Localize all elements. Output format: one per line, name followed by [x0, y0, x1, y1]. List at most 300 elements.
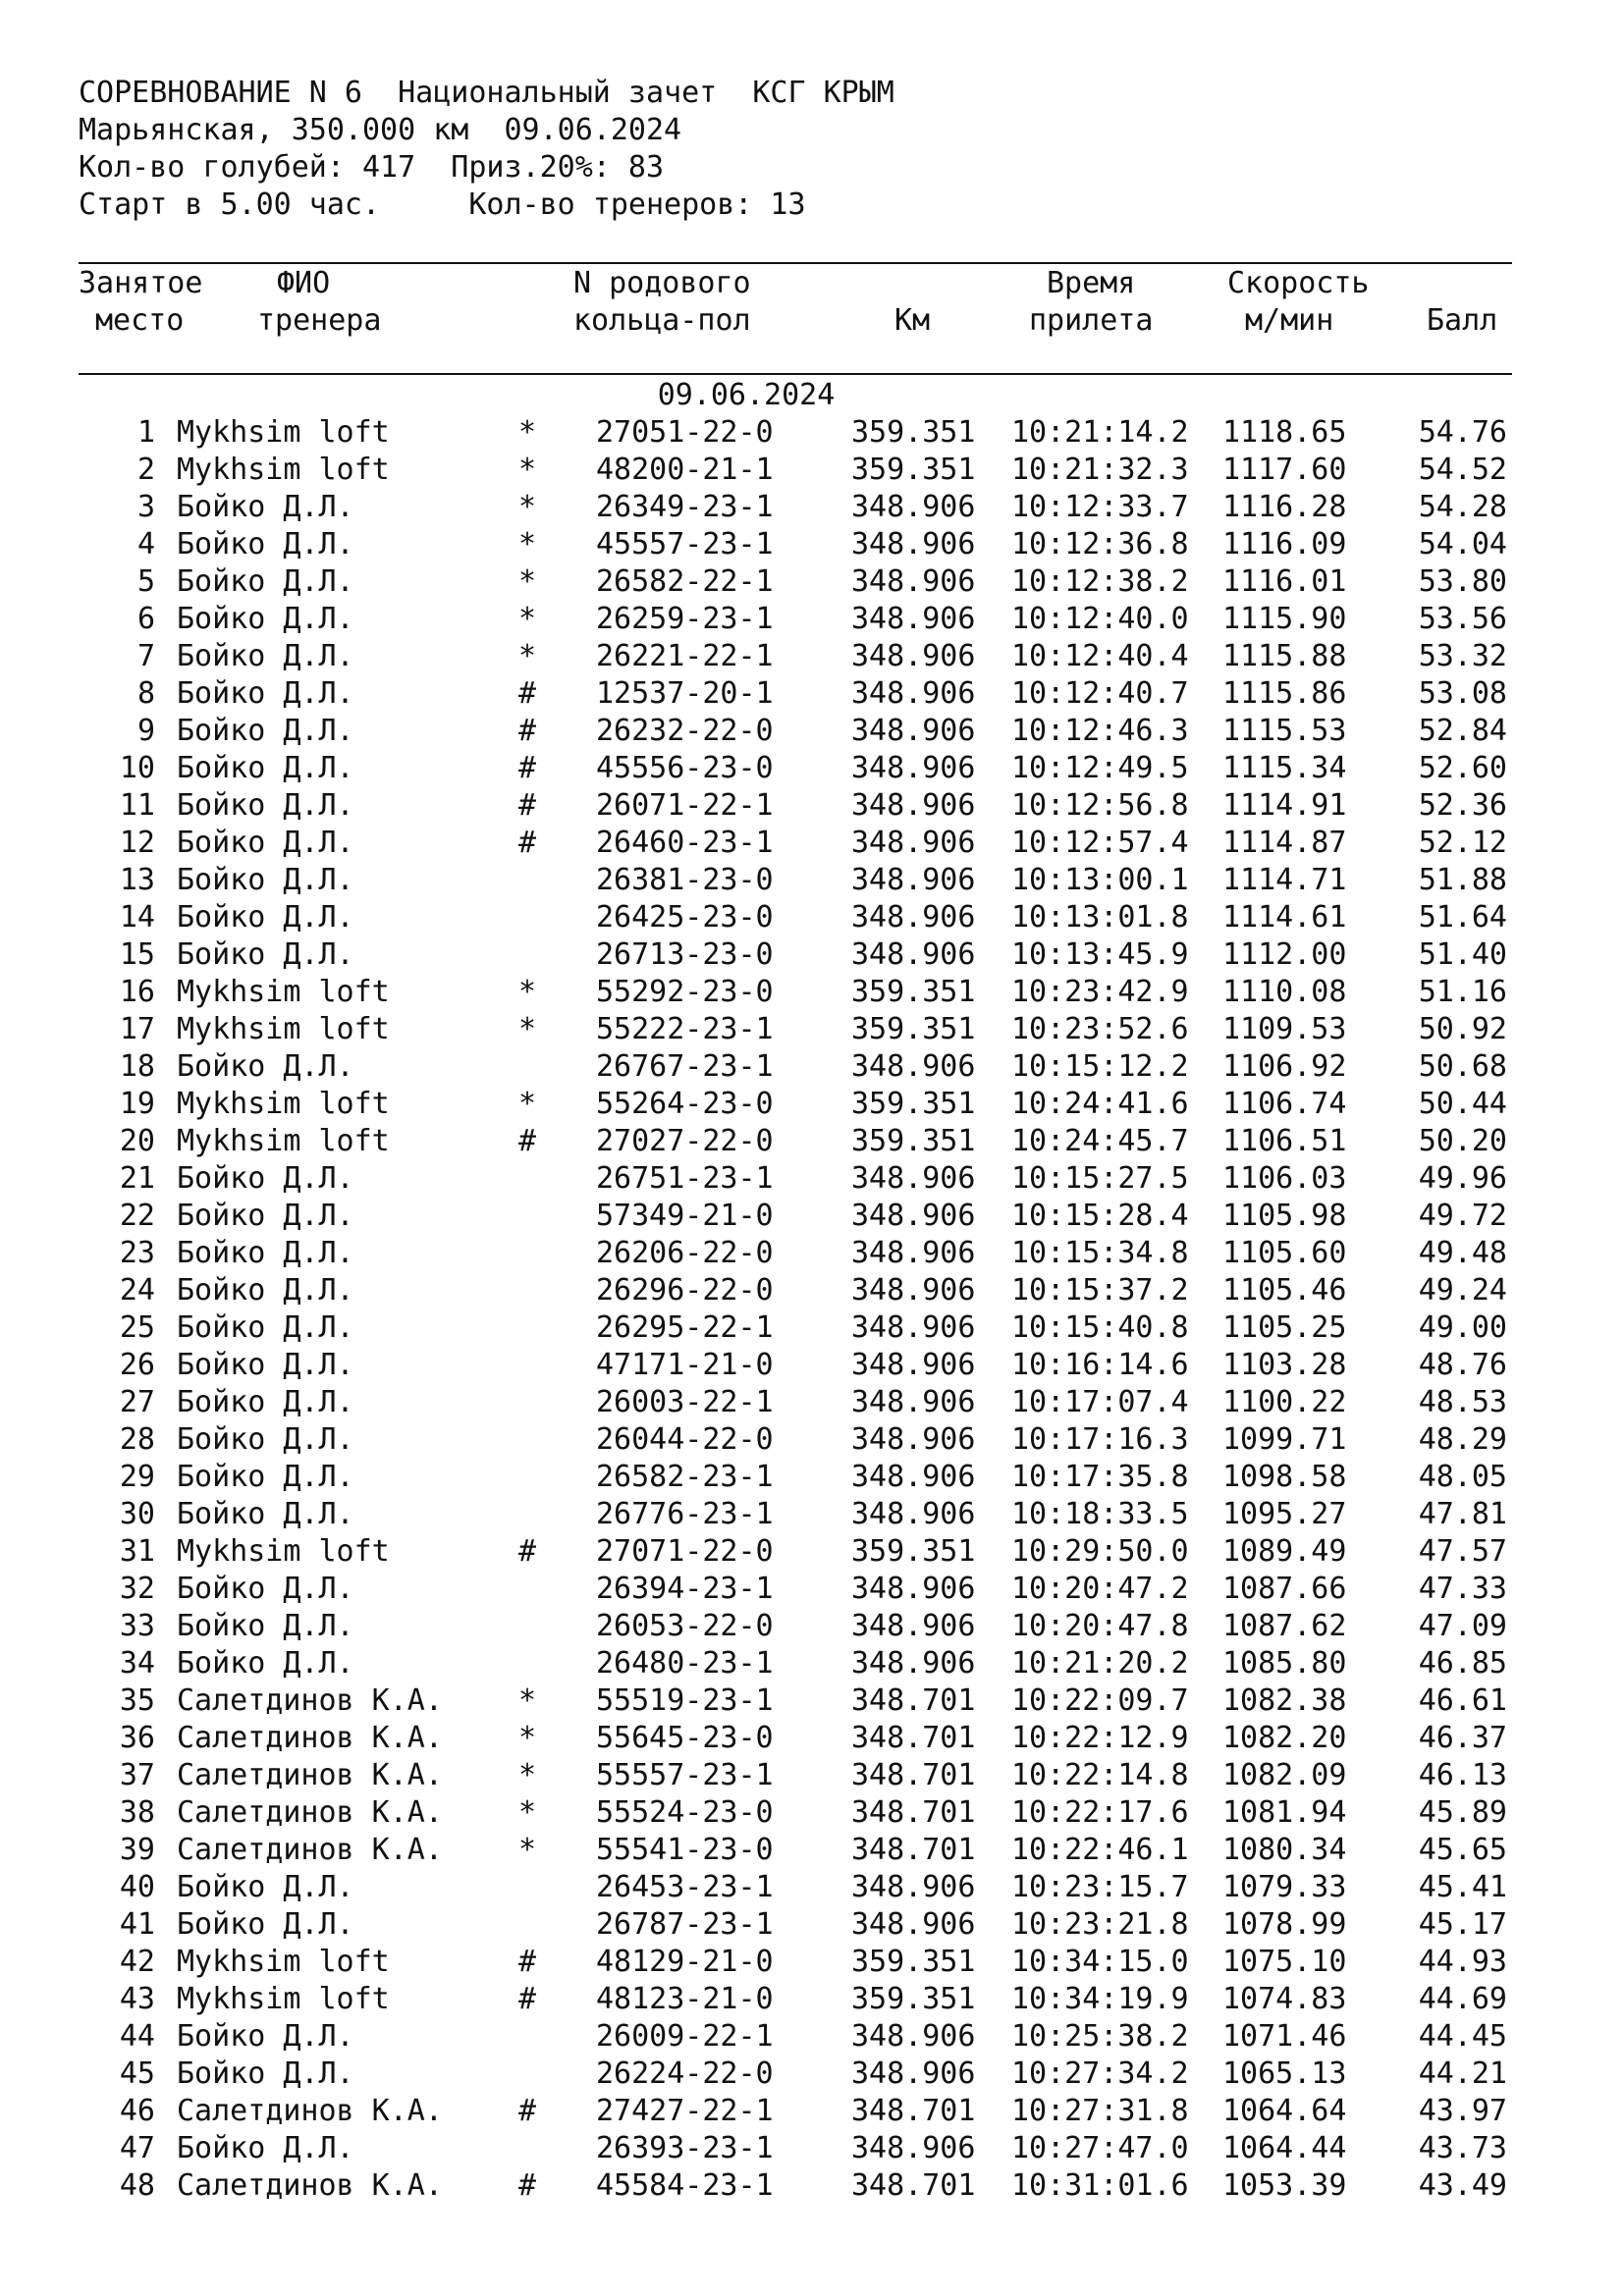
cell-place: 37	[119, 1758, 155, 1792]
race-location-date: Марьянская, 350.000 км 09.06.2024	[79, 113, 682, 147]
cell-trainer-name: Бойко Д.Л.	[177, 2131, 354, 2165]
cell-ring-number: 45556-23-0	[596, 751, 774, 785]
table-row	[79, 787, 1512, 825]
competition-title: СОРЕВНОВАНИЕ N 6 Национальный зачет КСГ КРЫМ	[79, 76, 894, 110]
cell-ring-number: 55524-23-0	[596, 1795, 774, 1830]
report-header	[79, 75, 1512, 224]
cell-distance-km: 348.906	[851, 900, 976, 934]
table-row	[79, 899, 1512, 936]
cell-trainer-name: Бойко Д.Л.	[177, 1385, 354, 1419]
cell-speed: 1105.98	[1222, 1199, 1347, 1233]
cell-score: 46.13	[1418, 1758, 1507, 1792]
table-row	[79, 414, 1512, 452]
cell-ring-number: 26224-22-0	[596, 2056, 774, 2091]
cell-speed: 1075.10	[1222, 1945, 1347, 1979]
cell-trainer-name: Бойко Д.Л.	[177, 1572, 354, 1606]
cell-speed: 1112.00	[1222, 937, 1347, 972]
cell-place: 41	[119, 1907, 155, 1942]
cell-arrival-time: 10:34:15.0	[1011, 1945, 1189, 1979]
col-time-line1: Время	[1047, 266, 1136, 300]
cell-score: 48.76	[1418, 1348, 1507, 1382]
cell-distance-km: 348.701	[851, 1795, 976, 1830]
cell-ring-number: 48129-21-0	[596, 1945, 774, 1979]
cell-trainer-name: Mykhsim loft	[177, 453, 390, 487]
table-row	[79, 1944, 1512, 1981]
cell-arrival-time: 10:23:42.9	[1011, 975, 1189, 1009]
cell-arrival-time: 10:21:14.2	[1011, 415, 1189, 450]
cell-arrival-time: 10:12:33.7	[1011, 490, 1189, 524]
cell-score: 49.72	[1418, 1199, 1507, 1233]
cell-ring-number: 57349-21-0	[596, 1199, 774, 1233]
cell-trainer-name: Mykhsim loft	[177, 1124, 390, 1158]
cell-place: 6	[136, 602, 155, 636]
table-row	[79, 1123, 1512, 1160]
cell-score: 54.52	[1418, 453, 1507, 487]
cell-speed: 1115.90	[1222, 602, 1347, 636]
cell-distance-km: 348.906	[851, 676, 976, 711]
table-row	[79, 1272, 1512, 1309]
cell-ring-number: 26003-22-1	[596, 1385, 774, 1419]
cell-ring-number: 26776-23-1	[596, 1497, 774, 1531]
cell-place: 28	[119, 1422, 155, 1457]
cell-arrival-time: 10:17:35.8	[1011, 1460, 1189, 1494]
cell-score: 53.32	[1418, 639, 1507, 673]
cell-arrival-time: 10:20:47.8	[1011, 1609, 1189, 1643]
cell-score: 49.24	[1418, 1273, 1507, 1308]
col-place-line1: Занятое	[79, 266, 203, 300]
cell-place: 25	[119, 1310, 155, 1345]
cell-place: 39	[119, 1833, 155, 1867]
cell-mark: *	[517, 1683, 537, 1718]
table-row	[79, 1757, 1512, 1794]
cell-mark: #	[517, 788, 537, 823]
cell-distance-km: 348.906	[851, 1385, 976, 1419]
cell-speed: 1116.28	[1222, 490, 1347, 524]
pigeon-count: Кол-во голубей: 417 Приз.20%: 83	[79, 150, 665, 185]
cell-arrival-time: 10:13:00.1	[1011, 863, 1189, 897]
cell-ring-number: 48200-21-1	[596, 453, 774, 487]
cell-mark: #	[517, 1982, 537, 2016]
cell-trainer-name: Mykhsim loft	[177, 1087, 390, 1121]
cell-distance-km: 348.906	[851, 826, 976, 860]
cell-distance-km: 348.701	[851, 1833, 976, 1867]
cell-arrival-time: 10:27:47.0	[1011, 2131, 1189, 2165]
cell-distance-km: 348.906	[851, 1572, 976, 1606]
cell-mark: *	[517, 602, 537, 636]
cell-place: 36	[119, 1721, 155, 1755]
cell-place: 8	[136, 676, 155, 711]
cell-ring-number: 26425-23-0	[596, 900, 774, 934]
cell-distance-km: 348.906	[851, 1049, 976, 1084]
cell-arrival-time: 10:12:38.2	[1011, 564, 1189, 599]
cell-ring-number: 55264-23-0	[596, 1087, 774, 1121]
cell-speed: 1085.80	[1222, 1646, 1347, 1681]
cell-arrival-time: 10:23:21.8	[1011, 1907, 1189, 1942]
cell-speed: 1079.33	[1222, 1870, 1347, 1904]
cell-distance-km: 348.906	[851, 1348, 976, 1382]
cell-arrival-time: 10:12:36.8	[1011, 527, 1189, 561]
cell-trainer-name: Бойко Д.Л.	[177, 826, 354, 860]
cell-arrival-time: 10:23:52.6	[1011, 1012, 1189, 1046]
cell-mark: #	[517, 751, 537, 785]
cell-mark: *	[517, 1087, 537, 1121]
table-row	[79, 2130, 1512, 2167]
cell-speed: 1106.03	[1222, 1161, 1347, 1196]
cell-speed: 1053.39	[1222, 2168, 1347, 2203]
cell-place: 2	[136, 453, 155, 487]
table-row	[79, 1048, 1512, 1086]
cell-place: 10	[119, 751, 155, 785]
table-row	[79, 1533, 1512, 1571]
table-row	[79, 1011, 1512, 1048]
cell-arrival-time: 10:18:33.5	[1011, 1497, 1189, 1531]
cell-distance-km: 359.351	[851, 1087, 976, 1121]
cell-speed: 1065.13	[1222, 2056, 1347, 2091]
cell-place: 33	[119, 1609, 155, 1643]
cell-arrival-time: 10:25:38.2	[1011, 2019, 1189, 2054]
cell-distance-km: 348.906	[851, 2131, 976, 2165]
cell-trainer-name: Бойко Д.Л.	[177, 1049, 354, 1084]
cell-mark: *	[517, 975, 537, 1009]
col-ring-line2: кольца-пол	[573, 303, 751, 338]
table-row	[79, 1198, 1512, 1235]
cell-speed: 1114.91	[1222, 788, 1347, 823]
cell-trainer-name: Mykhsim loft	[177, 975, 390, 1009]
cell-ring-number: 26393-23-1	[596, 2131, 774, 2165]
cell-mark: #	[517, 2094, 537, 2128]
cell-place: 48	[119, 2168, 155, 2203]
cell-place: 42	[119, 1945, 155, 1979]
cell-score: 51.16	[1418, 975, 1507, 1009]
cell-arrival-time: 10:34:19.9	[1011, 1982, 1189, 2016]
cell-score: 48.05	[1418, 1460, 1507, 1494]
table-row	[79, 1160, 1512, 1198]
cell-ring-number: 55519-23-1	[596, 1683, 774, 1718]
cell-trainer-name: Бойко Д.Л.	[177, 1870, 354, 1904]
cell-distance-km: 348.906	[851, 1310, 976, 1345]
cell-ring-number: 55292-23-0	[596, 975, 774, 1009]
cell-place: 13	[119, 863, 155, 897]
cell-mark: *	[517, 1833, 537, 1867]
cell-arrival-time: 10:21:32.3	[1011, 453, 1189, 487]
cell-arrival-time: 10:12:56.8	[1011, 788, 1189, 823]
cell-ring-number: 26206-22-0	[596, 1236, 774, 1270]
cell-trainer-name: Бойко Д.Л.	[177, 676, 354, 711]
cell-score: 47.09	[1418, 1609, 1507, 1643]
cell-score: 45.41	[1418, 1870, 1507, 1904]
cell-arrival-time: 10:21:20.2	[1011, 1646, 1189, 1681]
cell-distance-km: 359.351	[851, 1534, 976, 1569]
cell-ring-number: 26381-23-0	[596, 863, 774, 897]
cell-speed: 1114.87	[1222, 826, 1347, 860]
cell-arrival-time: 10:27:34.2	[1011, 2056, 1189, 2091]
cell-place: 18	[119, 1049, 155, 1084]
col-speed-line2: м/мин	[1245, 303, 1334, 338]
cell-ring-number: 12537-20-1	[596, 676, 774, 711]
start-info: Старт в 5.00 час. Кол-во тренеров: 13	[79, 187, 806, 222]
cell-trainer-name: Бойко Д.Л.	[177, 1310, 354, 1345]
cell-place: 26	[119, 1348, 155, 1382]
cell-ring-number: 26480-23-1	[596, 1646, 774, 1681]
cell-place: 16	[119, 975, 155, 1009]
cell-mark: *	[517, 564, 537, 599]
cell-place: 31	[119, 1534, 155, 1569]
cell-trainer-name: Салетдинов К.А.	[177, 1795, 443, 1830]
cell-trainer-name: Салетдинов К.А.	[177, 1683, 443, 1718]
cell-score: 46.37	[1418, 1721, 1507, 1755]
cell-place: 11	[119, 788, 155, 823]
cell-trainer-name: Бойко Д.Л.	[177, 639, 354, 673]
cell-speed: 1116.09	[1222, 527, 1347, 561]
cell-speed: 1074.83	[1222, 1982, 1347, 2016]
cell-score: 46.61	[1418, 1683, 1507, 1718]
cell-distance-km: 348.906	[851, 937, 976, 972]
cell-speed: 1098.58	[1222, 1460, 1347, 1494]
cell-trainer-name: Бойко Д.Л.	[177, 1199, 354, 1233]
cell-speed: 1106.74	[1222, 1087, 1347, 1121]
cell-place: 27	[119, 1385, 155, 1419]
cell-ring-number: 26259-23-1	[596, 602, 774, 636]
cell-arrival-time: 10:15:28.4	[1011, 1199, 1189, 1233]
cell-ring-number: 45584-23-1	[596, 2168, 774, 2203]
cell-score: 43.97	[1418, 2094, 1507, 2128]
cell-ring-number: 26009-22-1	[596, 2019, 774, 2054]
cell-arrival-time: 10:16:14.6	[1011, 1348, 1189, 1382]
cell-arrival-time: 10:13:45.9	[1011, 937, 1189, 972]
cell-place: 3	[136, 490, 155, 524]
cell-distance-km: 348.906	[851, 2056, 976, 2091]
col-speed-line1: Скорость	[1227, 266, 1370, 300]
cell-arrival-time: 10:29:50.0	[1011, 1534, 1189, 1569]
cell-mark: #	[517, 2168, 537, 2203]
cell-arrival-time: 10:12:57.4	[1011, 826, 1189, 860]
table-row	[79, 974, 1512, 1011]
col-km: Км	[894, 303, 931, 338]
cell-score: 47.57	[1418, 1534, 1507, 1569]
cell-score: 52.36	[1418, 788, 1507, 823]
cell-arrival-time: 10:20:47.2	[1011, 1572, 1189, 1606]
cell-distance-km: 348.906	[851, 2019, 976, 2054]
cell-trainer-name: Бойко Д.Л.	[177, 564, 354, 599]
cell-place: 15	[119, 937, 155, 972]
cell-trainer-name: Бойко Д.Л.	[177, 751, 354, 785]
cell-distance-km: 348.906	[851, 1460, 976, 1494]
cell-distance-km: 348.906	[851, 1161, 976, 1196]
cell-place: 35	[119, 1683, 155, 1718]
cell-trainer-name: Mykhsim loft	[177, 415, 390, 450]
cell-arrival-time: 10:17:16.3	[1011, 1422, 1189, 1457]
header-top-divider	[79, 262, 1512, 264]
cell-score: 44.93	[1418, 1945, 1507, 1979]
table-row	[79, 1459, 1512, 1496]
cell-speed: 1105.60	[1222, 1236, 1347, 1270]
cell-speed: 1087.62	[1222, 1609, 1347, 1643]
cell-distance-km: 348.906	[851, 1609, 976, 1643]
cell-speed: 1078.99	[1222, 1907, 1347, 1942]
cell-place: 30	[119, 1497, 155, 1531]
cell-speed: 1117.60	[1222, 453, 1347, 487]
cell-arrival-time: 10:12:40.7	[1011, 676, 1189, 711]
cell-distance-km: 348.906	[851, 714, 976, 748]
cell-arrival-time: 10:22:12.9	[1011, 1721, 1189, 1755]
cell-arrival-time: 10:12:46.3	[1011, 714, 1189, 748]
table-row	[79, 750, 1512, 787]
cell-distance-km: 348.906	[851, 1497, 976, 1531]
cell-distance-km: 359.351	[851, 1982, 976, 2016]
cell-score: 52.60	[1418, 751, 1507, 785]
table-row	[79, 1235, 1512, 1272]
cell-place: 23	[119, 1236, 155, 1270]
col-score: Балл	[1427, 303, 1498, 338]
cell-place: 43	[119, 1982, 155, 2016]
cell-score: 53.80	[1418, 564, 1507, 599]
cell-score: 47.33	[1418, 1572, 1507, 1606]
cell-score: 51.88	[1418, 863, 1507, 897]
table-row	[79, 675, 1512, 713]
cell-trainer-name: Салетдинов К.А.	[177, 1758, 443, 1792]
cell-arrival-time: 10:22:17.6	[1011, 1795, 1189, 1830]
table-row	[79, 1496, 1512, 1533]
cell-mark: *	[517, 639, 537, 673]
cell-speed: 1114.61	[1222, 900, 1347, 934]
cell-speed: 1064.44	[1222, 2131, 1347, 2165]
cell-trainer-name: Бойко Д.Л.	[177, 1273, 354, 1308]
cell-place: 46	[119, 2094, 155, 2128]
cell-mark: #	[517, 1945, 537, 1979]
cell-speed: 1082.38	[1222, 1683, 1347, 1718]
cell-mark: #	[517, 714, 537, 748]
cell-score: 44.45	[1418, 2019, 1507, 2054]
cell-distance-km: 348.906	[851, 527, 976, 561]
cell-trainer-name: Бойко Д.Л.	[177, 714, 354, 748]
cell-trainer-name: Бойко Д.Л.	[177, 490, 354, 524]
cell-score: 48.29	[1418, 1422, 1507, 1457]
cell-speed: 1114.71	[1222, 863, 1347, 897]
cell-arrival-time: 10:15:12.2	[1011, 1049, 1189, 1084]
cell-place: 47	[119, 2131, 155, 2165]
cell-speed: 1082.20	[1222, 1721, 1347, 1755]
cell-trainer-name: Бойко Д.Л.	[177, 1646, 354, 1681]
cell-score: 44.69	[1418, 1982, 1507, 2016]
cell-distance-km: 359.351	[851, 975, 976, 1009]
cell-trainer-name: Бойко Д.Л.	[177, 1609, 354, 1643]
table-row	[79, 713, 1512, 750]
col-name-line1: ФИО	[277, 266, 331, 300]
cell-place: 5	[136, 564, 155, 599]
table-row	[79, 601, 1512, 638]
col-time-line2: прилета	[1029, 303, 1154, 338]
cell-distance-km: 359.351	[851, 453, 976, 487]
table-row	[79, 1869, 1512, 1906]
cell-speed: 1106.92	[1222, 1049, 1347, 1084]
table-row	[79, 1832, 1512, 1869]
cell-ring-number: 55645-23-0	[596, 1721, 774, 1755]
cell-ring-number: 47171-21-0	[596, 1348, 774, 1382]
cell-ring-number: 26453-23-1	[596, 1870, 774, 1904]
cell-speed: 1100.22	[1222, 1385, 1347, 1419]
cell-speed: 1106.51	[1222, 1124, 1347, 1158]
cell-score: 53.56	[1418, 602, 1507, 636]
cell-trainer-name: Салетдинов К.А.	[177, 2168, 443, 2203]
cell-mark: #	[517, 1534, 537, 1569]
cell-distance-km: 348.906	[851, 1199, 976, 1233]
col-name-line2: тренера	[257, 303, 382, 338]
cell-trainer-name: Салетдинов К.А.	[177, 1721, 443, 1755]
cell-trainer-name: Бойко Д.Л.	[177, 788, 354, 823]
cell-speed: 1081.94	[1222, 1795, 1347, 1830]
cell-distance-km: 348.701	[851, 1721, 976, 1755]
cell-ring-number: 26349-23-1	[596, 490, 774, 524]
cell-score: 51.40	[1418, 937, 1507, 972]
cell-score: 43.73	[1418, 2131, 1507, 2165]
table-row	[79, 1421, 1512, 1459]
cell-place: 34	[119, 1646, 155, 1681]
cell-speed: 1109.53	[1222, 1012, 1347, 1046]
cell-speed: 1087.66	[1222, 1572, 1347, 1606]
cell-speed: 1105.25	[1222, 1310, 1347, 1345]
table-row	[79, 638, 1512, 675]
table-row	[79, 2056, 1512, 2093]
table-row	[79, 1347, 1512, 1384]
cell-arrival-time: 10:12:40.0	[1011, 602, 1189, 636]
table-row	[79, 1309, 1512, 1347]
cell-arrival-time: 10:15:34.8	[1011, 1236, 1189, 1270]
cell-place: 20	[119, 1124, 155, 1158]
cell-speed: 1110.08	[1222, 975, 1347, 1009]
cell-score: 54.76	[1418, 415, 1507, 450]
table-row	[79, 2018, 1512, 2056]
cell-distance-km: 348.906	[851, 564, 976, 599]
cell-place: 1	[136, 415, 155, 450]
cell-trainer-name: Бойко Д.Л.	[177, 1907, 354, 1942]
cell-distance-km: 359.351	[851, 1945, 976, 1979]
cell-score: 46.85	[1418, 1646, 1507, 1681]
cell-score: 45.65	[1418, 1833, 1507, 1867]
cell-arrival-time: 10:22:46.1	[1011, 1833, 1189, 1867]
cell-score: 48.53	[1418, 1385, 1507, 1419]
cell-score: 49.00	[1418, 1310, 1507, 1345]
cell-trainer-name: Салетдинов К.А.	[177, 1833, 443, 1867]
cell-ring-number: 55557-23-1	[596, 1758, 774, 1792]
cell-trainer-name: Бойко Д.Л.	[177, 1497, 354, 1531]
cell-speed: 1118.65	[1222, 415, 1347, 450]
cell-place: 9	[136, 714, 155, 748]
cell-score: 43.49	[1418, 2168, 1507, 2203]
cell-score: 53.08	[1418, 676, 1507, 711]
cell-ring-number: 55222-23-1	[596, 1012, 774, 1046]
table-row	[79, 489, 1512, 526]
cell-trainer-name: Бойко Д.Л.	[177, 527, 354, 561]
table-row	[79, 1086, 1512, 1123]
cell-place: 32	[119, 1572, 155, 1606]
col-place-line2: место	[95, 303, 185, 338]
cell-ring-number: 26295-22-1	[596, 1310, 774, 1345]
cell-ring-number: 26460-23-1	[596, 826, 774, 860]
cell-mark: #	[517, 826, 537, 860]
cell-mark: *	[517, 1795, 537, 1830]
cell-place: 40	[119, 1870, 155, 1904]
cell-distance-km: 348.906	[851, 1907, 976, 1942]
table-row	[79, 1384, 1512, 1421]
cell-ring-number: 27051-22-0	[596, 415, 774, 450]
cell-distance-km: 348.701	[851, 1683, 976, 1718]
cell-speed: 1116.01	[1222, 564, 1347, 599]
cell-score: 50.68	[1418, 1049, 1507, 1084]
date-group-label: 09.06.2024	[657, 378, 836, 412]
cell-place: 17	[119, 1012, 155, 1046]
cell-trainer-name: Бойко Д.Л.	[177, 1161, 354, 1196]
cell-distance-km: 348.701	[851, 1758, 976, 1792]
